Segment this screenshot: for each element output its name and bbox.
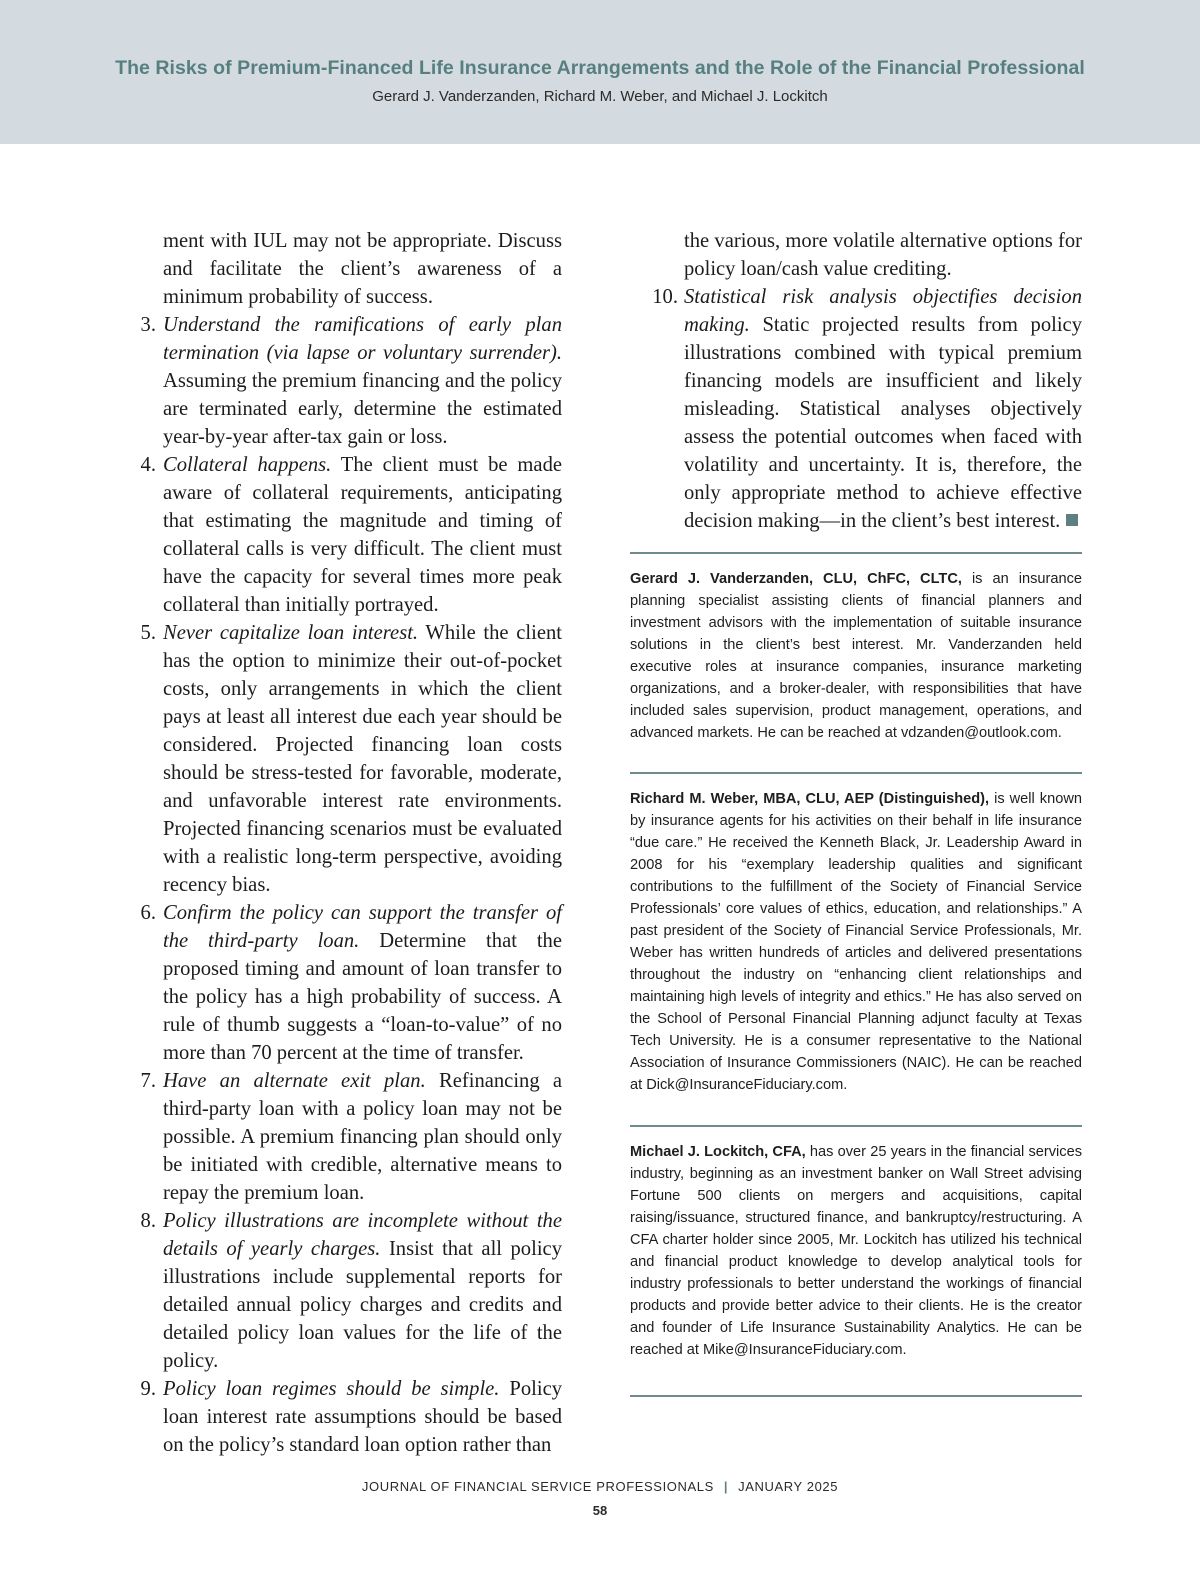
item-body: The client must be made aware of collateral requirements, anticipating that estimating the magnitude and timing of collateral calls is very difficult. The client must have the capacity for several times more peak collateral than initially portrayed. — [163, 454, 563, 616]
author-bio-weber — [630, 788, 1082, 1096]
item-lead: Confirm the policy can support the transfer of the third-party loan. — [163, 902, 562, 952]
item-body: Static projected results from policy illustrations combined with typical premium financing models are insufficient and likely misleading. Statistical analyses objectively assess the potential outcomes when faced with volatility and uncertainty. It is, therefore, the only appropriate method to achieve effective decision making—in the client’s best interest. — [684, 314, 1082, 532]
list-number: 9. — [140, 1378, 156, 1400]
item-body: Refinancing a third-party loan with a policy loan may not be possible. A premium financing plan should only be initiated with credible, alternative means to repay the premium loan. — [163, 1070, 562, 1204]
article-title: The Risks of Premium-Financed Life Insurance Arrangements and the Role of the Financial Professional — [115, 57, 1085, 79]
list-number: 3. — [140, 314, 156, 336]
left-column — [122, 227, 562, 1459]
list-item — [122, 451, 562, 619]
item-lead: Collateral happens. — [163, 454, 332, 476]
item-body: Determine that the proposed timing and amount of loan transfer to the policy has a high probability of success. A rule of thumb suggests a “loan-to-value” of no more than 70 percent at the time of transfer. — [163, 930, 562, 1064]
list-item — [122, 1375, 562, 1459]
bio-name: Gerard J. Vanderzanden, CLU, ChFC, CLTC, — [630, 571, 962, 587]
bio-text: is well known by insurance agents for his activities on their behalf in life insurance “due care.” He received the Kenneth Black, Jr. Leadership Award in 2008 for his “exemplary leadership qualities and significant contributions to the fulfillment of the Society of Financial Service Professionals’ core values of ethics, education, and relationships.” A past president of the Society of Financial Service Professionals, Mr. Weber has written hundreds of articles and delivered presentations throughout the industry on “enhancing client relationships and maintaining high levels of integrity and ethics.” He has also served on the School of Personal Financial Planning adjunct faculty at Texas Tech University. He is a consumer representative to the National Association of Insurance Commissioners (NAIC). He can be reached at Dick@InsuranceFiduciary.com. — [630, 791, 1082, 1093]
list-number: 4. — [140, 454, 156, 476]
divider — [630, 1395, 1082, 1397]
page-footer — [0, 1479, 1200, 1494]
list-number: 10. — [652, 286, 678, 308]
divider — [630, 772, 1082, 774]
item-lead: Policy loan regimes should be simple. — [163, 1378, 500, 1400]
item-lead: Have an alternate exit plan. — [163, 1070, 426, 1092]
end-of-article-mark — [1066, 514, 1078, 526]
continuation-paragraph: ment with IUL may not be appropriate. Discuss and facilitate the client’s awareness of a minimum probability of success. — [163, 230, 562, 308]
list-item — [122, 1207, 562, 1375]
item-body: Insist that all policy illustrations include supplemental reports for detailed annual policy charges and credits and detailed policy loan values for the life of the policy. — [163, 1238, 562, 1372]
list-item — [122, 311, 562, 451]
list-number: 5. — [140, 622, 156, 644]
right-column — [640, 227, 1082, 535]
item-lead: Never capitalize loan interest. — [163, 622, 419, 644]
item-lead: Statistical risk analysis objectifies decision making. — [684, 286, 1082, 336]
author-bio-lockitch — [630, 1141, 1082, 1361]
item-body: Assuming the premium financing and the policy are terminated early, determine the estimated year-by-year after-tax gain or loss. — [163, 370, 562, 448]
list-item — [122, 619, 562, 899]
issue-date: JANUARY 2025 — [738, 1479, 839, 1494]
continuation-paragraph: the various, more volatile alternative options for policy loan/cash value crediting. — [684, 230, 1082, 280]
article-authors: Gerard J. Vanderzanden, Richard M. Weber, and Michael J. Lockitch — [372, 88, 828, 105]
item-lead: Policy illustrations are incomplete without the details of yearly charges. — [163, 1210, 562, 1260]
item-body: Policy loan interest rate assumptions should be based on the policy’s standard loan option rather than — [163, 1378, 563, 1456]
page-header — [0, 0, 1200, 144]
list-item — [122, 899, 562, 1067]
footer-separator: | — [723, 1479, 729, 1494]
page-number: 58 — [592, 1503, 608, 1518]
item-lead: Understand the ramifications of early plan termination (via lapse or voluntary surrender). — [163, 314, 562, 364]
journal-name: JOURNAL OF FINANCIAL SERVICE PROFESSIONALS — [361, 1479, 714, 1494]
bio-text: has over 25 years in the financial services industry, beginning as an investment banker on Wall Street advising Fortune 500 clients on mergers and acquisitions, capital raising/issuance, structured finance, and bankruptcy/restructuring. A CFA charter holder since 2005, Mr. Lockitch has utilized his technical and financial product knowledge to develop analytical tools for industry professionals to better understand the workings of financial products and provide better advice to their clients. He is the creator and founder of Life Insurance Sustainability Analytics. He can be reached at Mike@InsuranceFiduciary.com. — [630, 1144, 1082, 1358]
bio-name: Richard M. Weber, MBA, CLU, AEP (Distinguished), — [630, 791, 990, 807]
list-number: 8. — [140, 1210, 156, 1232]
bio-text: is an insurance planning specialist assisting clients of financial planners and investment advisors with the implementation of suitable insurance solutions in the client’s best interest. Mr. Vanderzanden held executive roles at insurance companies, insurance marketing organizations, and a broker-dealer, with responsibilities that have included sales supervision, product management, operations, and advanced markets. He can be reached at vdzanden@outlook.com. — [630, 571, 1082, 741]
list-number: 6. — [140, 902, 156, 924]
list-number: 7. — [140, 1070, 156, 1092]
author-bio-vanderzanden — [630, 568, 1082, 744]
divider — [630, 1125, 1082, 1127]
list-item — [640, 283, 1082, 535]
item-body: While the client has the option to minimize their out-of-pocket costs, only arrangements in which the client pays at least all interest due each year should be considered. Projected financing loan costs should be stress-tested for favorable, moderate, and unfavorable interest rate environments. Projected financing scenarios must be evaluated with a realistic long-term perspective, avoiding recency bias. — [163, 622, 562, 896]
list-item — [122, 1067, 562, 1207]
bio-name: Michael J. Lockitch, CFA, — [630, 1144, 806, 1160]
divider — [630, 552, 1082, 554]
